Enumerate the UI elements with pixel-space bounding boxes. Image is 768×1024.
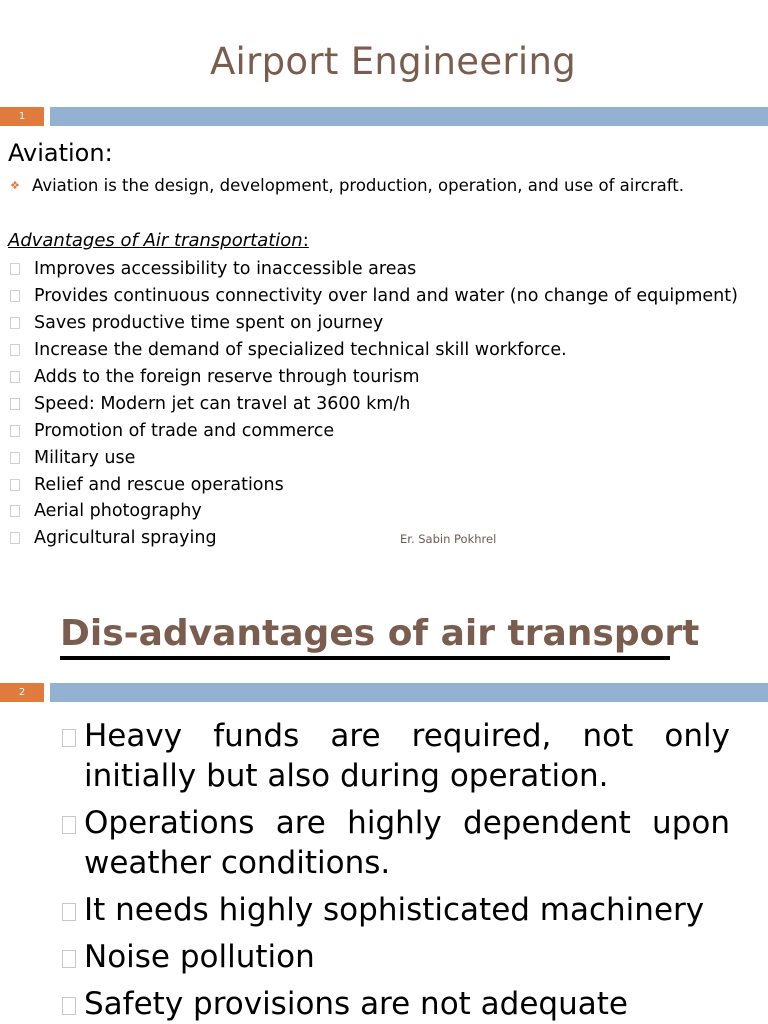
- square-bullet-icon: [62, 950, 76, 968]
- header-bar-2: [50, 683, 768, 702]
- list-item-text: Agricultural spraying: [34, 528, 217, 549]
- square-bullet-icon: [10, 452, 20, 464]
- list-item-text: Operations are highly dependent upon weather conditions.: [84, 805, 730, 881]
- list-item-text: Noise pollution: [84, 939, 315, 975]
- aviation-definition: Aviation is the design, development, production, operation, and use of aircraft.: [32, 176, 684, 195]
- square-bullet-icon: [62, 816, 76, 834]
- list-item: [8, 364, 738, 391]
- square-bullet-icon: [10, 290, 20, 302]
- list-item: [8, 498, 738, 525]
- list-item: [8, 256, 738, 283]
- list-item: [8, 337, 738, 364]
- square-bullet-icon: [10, 263, 20, 275]
- list-item-text: Adds to the foreign reserve through tourism: [34, 367, 420, 387]
- list-item-text: Safety provisions are not adequate: [84, 986, 628, 1022]
- diamond-bullet-icon: ❖: [10, 179, 20, 192]
- square-bullet-icon: [62, 729, 76, 747]
- list-item: [62, 890, 730, 930]
- square-bullet-icon: [62, 903, 76, 921]
- advantages-heading: [8, 230, 309, 251]
- list-item: [62, 716, 730, 796]
- slide-number-badge: 1: [0, 107, 44, 126]
- list-item: [8, 310, 738, 337]
- aviation-heading: Aviation:: [8, 139, 113, 167]
- list-item-text: Saves productive time spent on journey: [34, 313, 384, 334]
- header-bar: [50, 107, 768, 126]
- square-bullet-icon: [10, 505, 20, 517]
- list-item-text: Increase the demand of specialized technical skill workforce.: [34, 340, 567, 361]
- square-bullet-icon: [10, 398, 20, 410]
- list-item-text: It needs highly sophisticated machinery: [84, 892, 705, 928]
- square-bullet-icon: [62, 997, 76, 1015]
- list-item: [8, 417, 738, 444]
- list-item: [8, 525, 738, 552]
- title-underline-rule: [60, 656, 670, 660]
- advantages-list: [8, 256, 738, 552]
- slide-title-2: Dis-advantages of air transport: [60, 613, 700, 654]
- list-item: [8, 390, 738, 417]
- list-item: [62, 984, 730, 1024]
- list-item-text: Speed: Modern jet can travel at 3600 km/h: [34, 393, 411, 414]
- list-item: [8, 283, 738, 310]
- list-item-text: Military use: [34, 447, 136, 468]
- list-item-text: Aerial photography: [34, 501, 202, 522]
- square-bullet-icon: [10, 479, 20, 491]
- list-item-text: Improves accessibility to inaccessible areas: [34, 259, 417, 280]
- advantages-heading-text: Advantages of Air transportation: [8, 230, 303, 251]
- list-item: [62, 937, 730, 977]
- square-bullet-icon: [10, 317, 20, 329]
- square-bullet-icon: [10, 425, 20, 437]
- list-item-text: Relief and rescue operations: [34, 474, 284, 495]
- square-bullet-icon: [10, 344, 20, 356]
- list-item: [62, 803, 730, 883]
- slide-number-badge-2: 2: [0, 683, 44, 702]
- square-bullet-icon: [10, 532, 20, 544]
- author-footer: Er. Sabin Pokhrel: [400, 532, 497, 546]
- list-item-text: Heavy funds are required, not only initially but also during operation.: [84, 718, 730, 794]
- disadvantages-list: [62, 716, 730, 1024]
- list-item: [8, 471, 738, 498]
- list-item-text: Provides continuous connectivity over land and water (no change of equipment): [34, 286, 738, 307]
- advantages-heading-colon: :: [302, 230, 309, 251]
- list-item: [8, 444, 738, 471]
- square-bullet-icon: [10, 371, 20, 383]
- list-item-text: Promotion of trade and commerce: [34, 420, 335, 441]
- definition-row: [8, 176, 684, 195]
- slide-title: Airport Engineering: [209, 40, 577, 83]
